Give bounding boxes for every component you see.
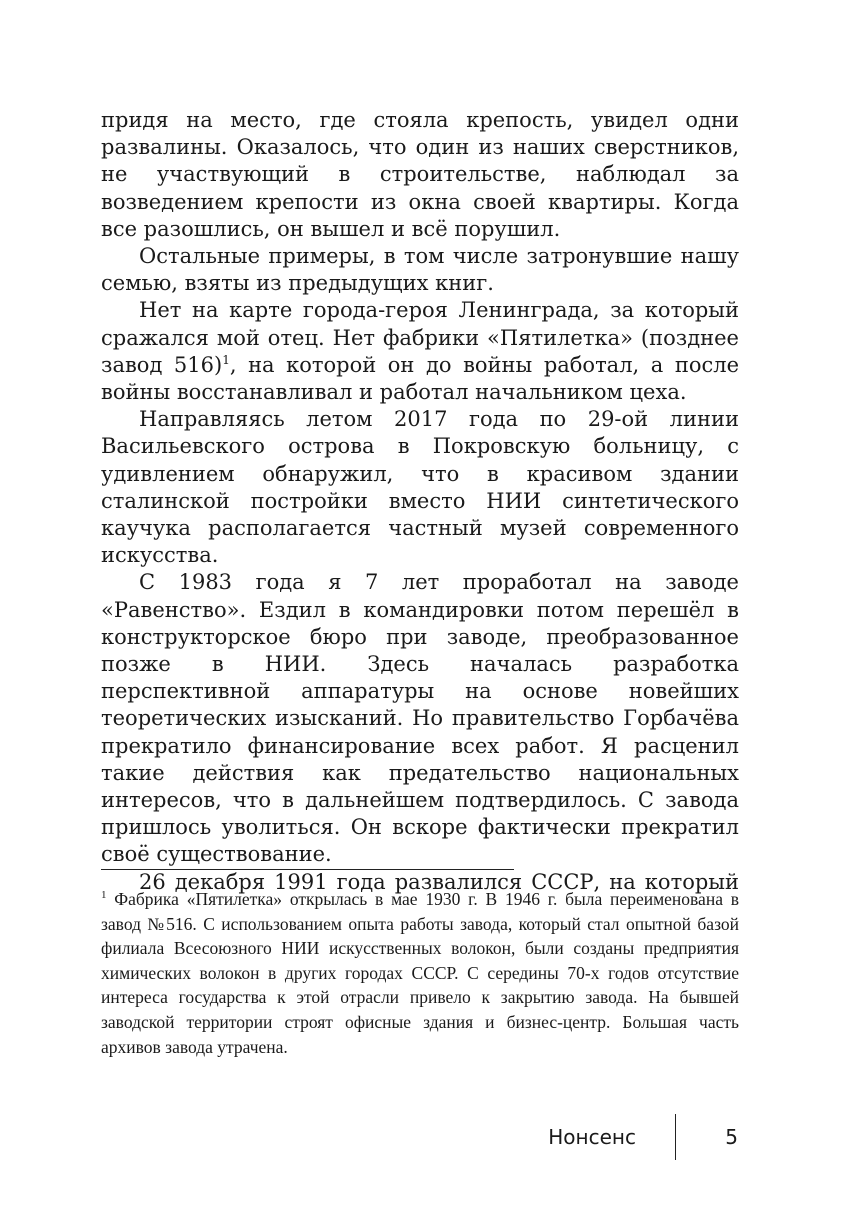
main-text xyxy=(101,107,739,896)
footer-divider xyxy=(675,1114,676,1160)
footnote-reference[interactable]: 1 xyxy=(222,352,230,367)
paragraph: Остальные примеры, в том числе затронувшие нашу семью, взяты из предыдущих книг. xyxy=(101,244,739,296)
footnotes xyxy=(101,887,739,1059)
paragraph: 26 декабря 1991 года развалился СССР, на который xyxy=(139,869,739,894)
paragraph: Направляясь летом 2017 года по 29-ой линии Васильевского острова в Покровскую больницу, с удивлением обнаружил, что в красивом здании сталинской постройки вместо НИИ синтетического каучука располагается частный музей современного искусства. xyxy=(101,407,739,568)
footnote xyxy=(101,887,739,1059)
footnote-text: Фабрика «Пятилетка» открылась в мае 1930 г. В 1946 г. была переименована в завод №516. С использованием опыта работы завода, который стал опытной базой филиала Всесоюзного НИИ искусственных волокон, были созданы предприятия химических волокон в других городах СССР. С середины 70-х годов отсутствие интереса государства к этой отрасли привело к закрытию завода. На бывшей заводской территории строят офисные здания и бизнес-центр. Большая часть архивов завода утрачена. xyxy=(101,889,740,1057)
footnote-separator xyxy=(101,869,514,870)
running-title: Нонсенс xyxy=(548,1125,636,1149)
paragraph-text: , на которой он до войны работал, а после войны восстанавливал и работал начальником цеха. xyxy=(101,352,739,405)
paragraph-text: Нет на карте города-героя Ленинграда, за который сражался мой отец. Нет фабрики «Пятилетка» (позднее завод 516) xyxy=(101,298,739,377)
paragraph: С 1983 года я 7 лет проработал на заводе «Равенство». Ездил в командировки потом перешёл в конструкторское бюро при заводе, преобразованное позже в НИИ. Здесь началась разработка перспективной аппаратуры на основе новейших теоретических изысканий. Но правительство Горбачёва прекратило финансирование всех работ. Я расценил такие действия как предательство национальных интересов, что в дальнейшем подтвердилось. С завода пришлось уволиться. Он вскоре фактически прекратил своё существование. xyxy=(101,570,739,867)
page-number: 5 xyxy=(725,1125,738,1149)
paragraph-with-footnote xyxy=(101,297,739,406)
paragraph: придя на место, где стояла крепость, увидел одни развалины. Оказалось, что один из наших сверстников, не участвующий в строительстве, наблюдал за возведением крепости из окна своей квартиры. Когда все разошлись, он вышел и всё порушил. xyxy=(101,108,739,241)
footnote-marker: 1 xyxy=(101,889,107,902)
